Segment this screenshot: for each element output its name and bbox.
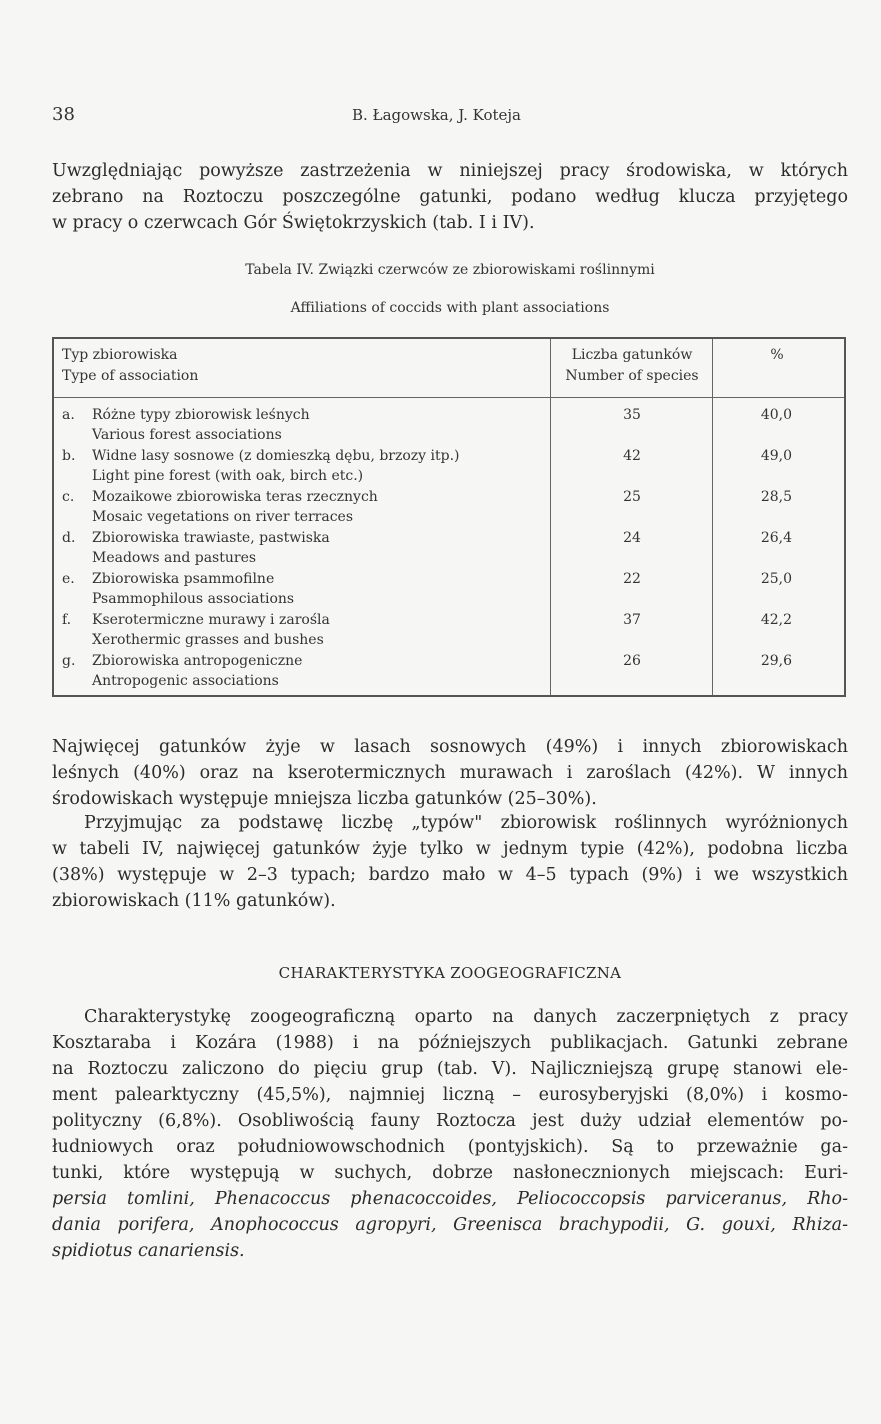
- row-name-en: Various forest associations: [92, 427, 282, 443]
- row-names: [92, 651, 302, 691]
- table-row: [54, 446, 844, 486]
- types-line: Przyjmując za podstawę liczbę „typów" zbiorowisk roślinnych wyróżnionych: [84, 813, 848, 833]
- row-count: 37: [623, 612, 641, 628]
- header-count-pl: Liczba gatunków: [571, 347, 693, 363]
- row-name-en: Mosaic vegetations on river terraces: [92, 509, 354, 525]
- row-name-pl: Mozaikowe zbiorowiska teras rzecznych: [92, 489, 378, 505]
- results-line: środowiskach występuje mniejsza liczba gatunków (25–30%).: [52, 789, 597, 809]
- row-letter: g.: [62, 653, 76, 669]
- row-percent: 49,0: [760, 448, 792, 464]
- row-names: [92, 610, 330, 650]
- row-percent: 40,0: [760, 407, 792, 423]
- row-letter: d.: [62, 530, 76, 546]
- zoo-line: persia tomlini, Phenacoccus phenacoccoides, Peliococcopsis parviceranus, Rho-: [52, 1189, 848, 1209]
- zoo-line: dania porifera, Anophococcus agropyri, Greenisca brachypodii, G. gouxi, Rhiza-: [52, 1215, 848, 1235]
- intro-line: Uwzględniając powyższe zastrzeżenia w niniejszej pracy środowiska, w których: [52, 161, 848, 181]
- row-names: [92, 446, 460, 486]
- row-name-pl: Zbiorowiska antropogeniczne: [92, 653, 303, 669]
- results-line: leśnych (40%) oraz na kserotermicznych murawach i zaroślach (42%). W innych: [52, 763, 848, 783]
- table-row: [54, 405, 844, 445]
- types-paragraph: [52, 810, 848, 914]
- associations-table: [52, 337, 846, 697]
- row-count: 42: [623, 448, 641, 464]
- table-row: [54, 610, 844, 650]
- row-name-pl: Zbiorowiska trawiaste, pastwiska: [92, 530, 330, 546]
- row-count: 22: [623, 571, 641, 587]
- row-names: [92, 487, 378, 527]
- row-names: [92, 569, 294, 609]
- header-count-en: Number of species: [565, 368, 699, 384]
- row-names: [92, 528, 330, 568]
- zoo-line: Kosztaraba i Kozára (1988) i na późniejszych publikacjach. Gatunki zebrane: [52, 1033, 848, 1053]
- row-percent: 28,5: [760, 489, 792, 505]
- section-heading: CHARAKTERYSTYKA ZOOGEOGRAFICZNA: [278, 964, 622, 982]
- table-row: [54, 569, 844, 609]
- intro-paragraph: [52, 158, 848, 236]
- table-caption: Tabela IV. Związki czerwców ze zbiorowiskami roślinnymi: [245, 262, 655, 278]
- row-name-en: Xerothermic grasses and bushes: [92, 632, 324, 648]
- intro-line: zebrano na Roztoczu poszczególne gatunki, podano według klucza przyjętego: [52, 187, 848, 207]
- row-name-pl: Różne typy zbiorowisk leśnych: [92, 407, 310, 423]
- zoogeography-paragraph: [52, 1004, 848, 1264]
- zoo-line: łudniowych oraz południowowschodnich (pontyjskich). Są to przeważnie ga-: [52, 1137, 848, 1157]
- zoo-line: na Roztoczu zaliczono do pięciu grup (tab. V). Najliczniejszą grupę stanowi ele-: [52, 1059, 848, 1079]
- header-type-pl: Typ zbiorowiska: [62, 347, 178, 363]
- zoo-line: polityczny (6,8%). Osobliwością fauny Roztocza jest duży udział elementów po-: [52, 1111, 848, 1131]
- row-names: [92, 405, 310, 445]
- table-caption-en: Affiliations of coccids with plant associations: [290, 300, 610, 316]
- row-letter: c.: [62, 489, 75, 505]
- running-header: [52, 104, 821, 128]
- results-paragraph: [52, 734, 848, 812]
- row-name-en: Light pine forest (with oak, birch etc.): [92, 468, 364, 484]
- results-line: Najwięcej gatunków żyje w lasach sosnowych (49%) i innych zbiorowiskach: [52, 737, 848, 757]
- row-name-en: Antropogenic associations: [92, 673, 279, 689]
- header-type-en: Type of association: [62, 368, 199, 384]
- page-number: 38: [52, 104, 75, 125]
- table-header: [54, 339, 844, 398]
- row-name-pl: Zbiorowiska psammofilne: [92, 571, 275, 587]
- row-percent: 26,4: [760, 530, 792, 546]
- running-authors: B. Łagowska, J. Koteja: [352, 106, 521, 124]
- header-type: [62, 345, 198, 387]
- row-count: 35: [623, 407, 641, 423]
- row-percent: 25,0: [760, 571, 792, 587]
- table-row: [54, 487, 844, 527]
- table-row: [54, 651, 844, 691]
- zoo-line: spidiotus canariensis.: [52, 1241, 245, 1261]
- row-percent: 29,6: [760, 653, 792, 669]
- row-count: 25: [623, 489, 641, 505]
- row-name-pl: Widne lasy sosnowe (z domieszką dębu, brzozy itp.): [92, 448, 460, 464]
- row-letter: a.: [62, 407, 75, 423]
- row-name-en: Psammophilous associations: [92, 591, 295, 607]
- row-letter: b.: [62, 448, 76, 464]
- row-name-en: Meadows and pastures: [92, 550, 257, 566]
- row-letter: e.: [62, 571, 75, 587]
- zoo-line: tunki, które występują w suchych, dobrze nasłonecznionych miejscach: Euri-: [52, 1163, 848, 1183]
- row-name-pl: Kserotermiczne murawy i zarośla: [92, 612, 330, 628]
- zoo-line: ment palearktyczny (45,5%), najmniej liczną – eurosyberyjski (8,0%) i kosmo-: [52, 1085, 848, 1105]
- zoo-line: Charakterystykę zoogeograficzną oparto na danych zaczerpniętych z pracy: [84, 1007, 848, 1027]
- types-line: (38%) występuje w 2–3 typach; bardzo mało w 4–5 typach (9%) i we wszystkich: [52, 865, 848, 885]
- table-row: [54, 528, 844, 568]
- header-percent: %: [770, 347, 784, 363]
- row-count: 26: [623, 653, 641, 669]
- types-line: zbiorowiskach (11% gatunków).: [52, 891, 336, 911]
- row-percent: 42,2: [760, 612, 792, 628]
- row-letter: f.: [62, 612, 72, 628]
- intro-line: w pracy o czerwcach Gór Świętokrzyskich (tab. I i IV).: [52, 213, 535, 233]
- header-count: [552, 345, 712, 387]
- types-line: w tabeli IV, najwięcej gatunków żyje tylko w jednym typie (42%), podobna liczba: [52, 839, 848, 859]
- row-count: 24: [623, 530, 641, 546]
